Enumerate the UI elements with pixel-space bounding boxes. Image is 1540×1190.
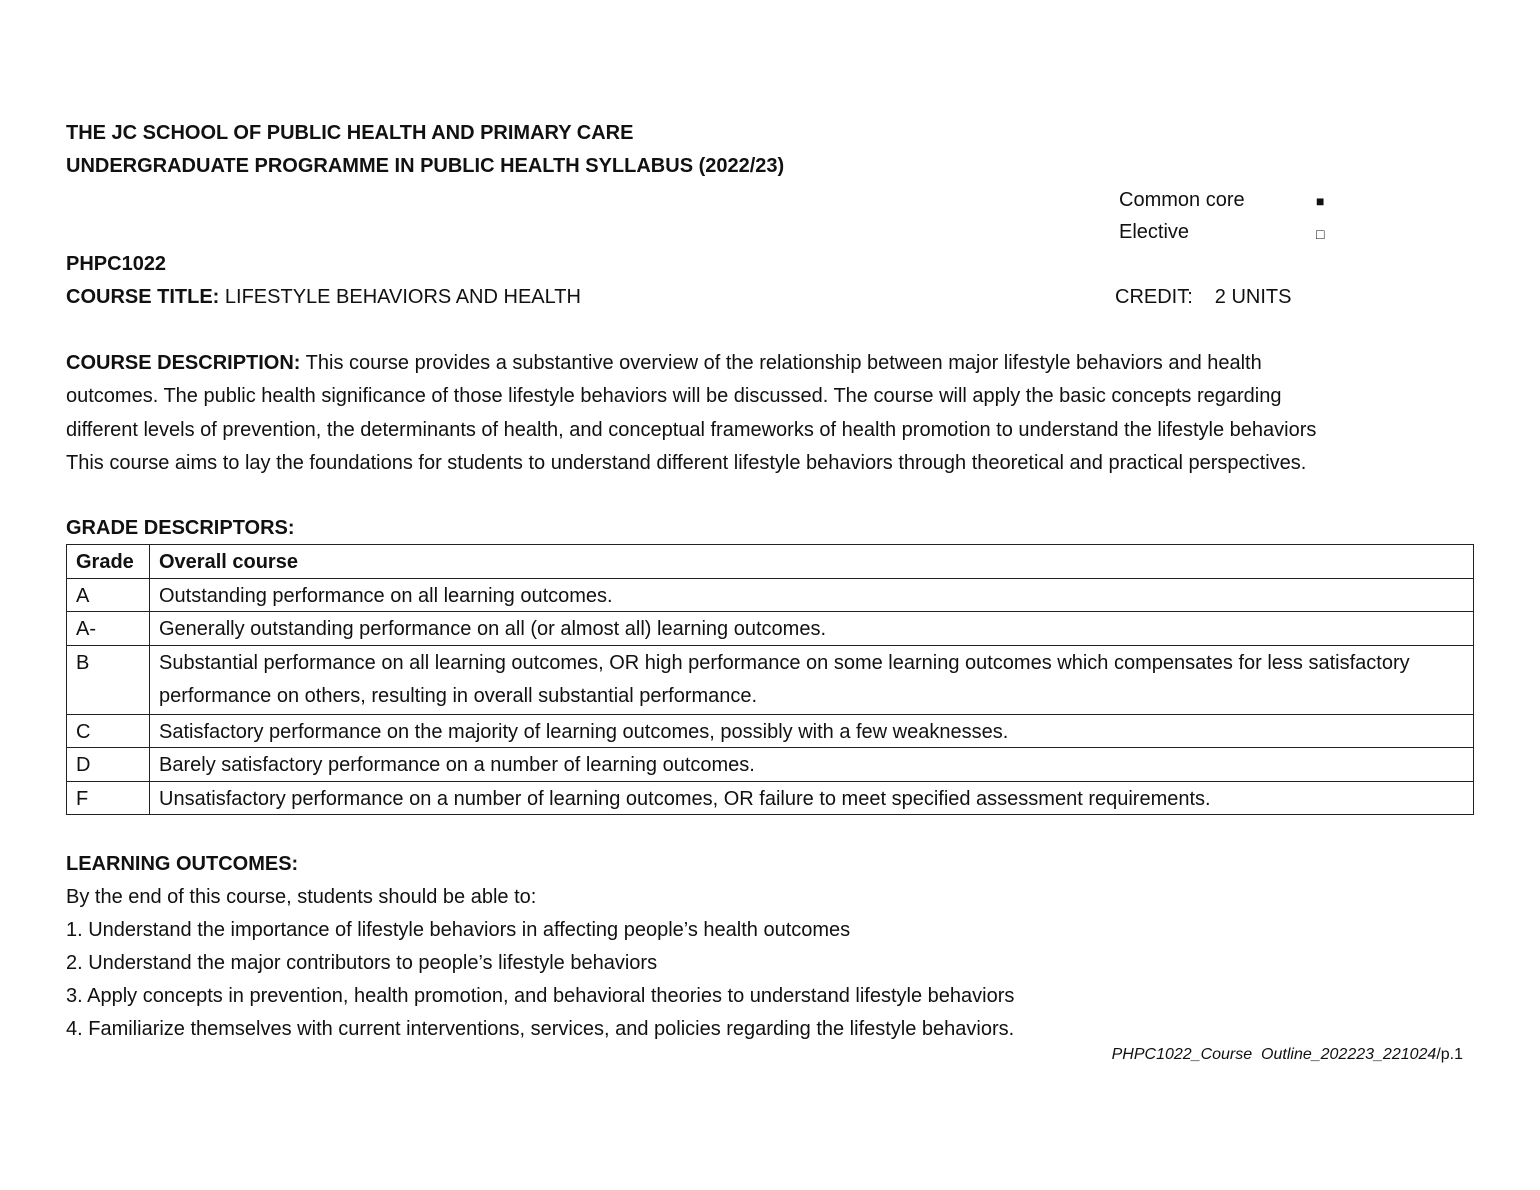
page-footer [1112,1044,1463,1066]
course-description-line-2: outcomes. The public health significance of those lifestyle behaviors will be discussed. The course will apply the basic concepts regarding [66,385,1282,408]
course-description-label: COURSE DESCRIPTION: [66,352,301,374]
table-row [67,714,1474,748]
document-id: PHPC1022_Course Outline_202223_221024 [1111,1046,1437,1063]
school-title: THE JC SCHOOL OF PUBLIC HEALTH AND PRIMARY CARE [66,122,634,144]
descriptor-cell: Barely satisfactory performance on a number of learning outcomes. [150,748,1474,782]
elective-label: Elective [1119,221,1190,243]
table-header-row [67,545,1474,579]
table-row [67,781,1474,815]
credit-value: 2 UNITS [1214,286,1292,308]
descriptor-cell: Generally outstanding performance on all (or almost all) learning outcomes. [150,612,1474,646]
course-description-line-3: different levels of prevention, the determinants of health, and conceptual frameworks of health promotion to understand the lifestyle behaviors [66,418,1317,441]
grade-cell: F [67,781,150,815]
table-row [67,645,1474,714]
descriptor-cell: Satisfactory performance on the majority of learning outcomes, possibly with a few weaknesses. [150,714,1474,748]
list-item: 2. Understand the major contributors to people’s lifestyle behaviors [66,952,658,974]
grade-descriptors-table [66,544,1474,815]
grade-cell: A [67,578,150,612]
grade-descriptors-heading: GRADE DESCRIPTORS: [66,517,295,539]
elective-checkbox: □ [1316,226,1325,242]
course-title [66,281,581,314]
credit-label: CREDIT: [1115,286,1193,308]
credit [1115,281,1291,314]
learning-outcomes-intro: By the end of this course, students should be able to: [66,886,537,908]
grade-cell: D [67,748,150,782]
table-row [67,578,1474,612]
grade-cell: C [67,714,150,748]
overall-course-column-header: Overall course [150,545,1474,579]
course-description-line-1: This course provides a substantive overview of the relationship between major lifestyle behaviors and health [300,352,1262,374]
list-item: 3. Apply concepts in prevention, health promotion, and behavioral theories to understand lifestyle behaviors [66,985,1015,1007]
course-title-value: LIFESTYLE BEHAVIORS AND HEALTH [219,286,581,308]
list-item: 1. Understand the importance of lifestyle behaviors in affecting people’s health outcomes [66,919,851,941]
common-core-label: Common core [1119,189,1245,211]
descriptor-cell: Unsatisfactory performance on a number of learning outcomes, OR failure to meet specified assessment requirements. [150,781,1474,815]
descriptor-cell: Outstanding performance on all learning outcomes. [150,578,1474,612]
course-description-line-4: This course aims to lay the foundations for students to understand different lifestyle behaviors through theoretical and practical perspectives. [66,451,1307,474]
course-code: PHPC1022 [66,253,167,275]
descriptor-cell: Substantial performance on all learning outcomes, OR high performance on some learning outcomes which compensates for less satisfactory performance on others, resulting in overall substantial performance. [150,645,1474,714]
page-number: /p.1 [1436,1046,1463,1063]
learning-outcomes-heading: LEARNING OUTCOMES: [66,853,299,875]
course-title-label: COURSE TITLE: [66,286,220,308]
list-item: 4. Familiarize themselves with current interventions, services, and policies regarding the lifestyle behaviors. [66,1018,1015,1040]
learning-outcomes [66,848,1014,1046]
grade-column-header: Grade [67,545,150,579]
course-description [66,347,1466,480]
common-core-checkbox: ■ [1316,193,1325,209]
programme-title: UNDERGRADUATE PROGRAMME IN PUBLIC HEALTH SYLLABUS (2022/23) [66,155,785,177]
grade-cell: B [67,645,150,714]
table-row [67,748,1474,782]
table-row [67,612,1474,646]
grade-cell: A- [67,612,150,646]
